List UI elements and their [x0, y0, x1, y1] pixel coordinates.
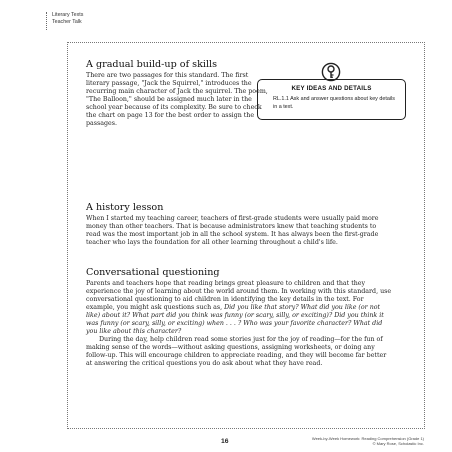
credit-copyright: © Mary Rose, Scholastic Inc. — [372, 441, 424, 446]
section-gradual-build-up — [86, 59, 271, 128]
section-body-para1 — [86, 280, 392, 336]
section-body: There are two passages for this standard. The first literary passage, "Jack the Squirrel," introduces the recurring main character of Jack the squirrel. The poem, "The Balloon," should be assigned much later in the school year because of its complexity. Be sure to check the chart on page 13 for the best order to assign the passages. — [86, 72, 268, 128]
running-header — [52, 12, 83, 25]
section-title: A history lesson — [86, 202, 164, 213]
page-number: 16 — [221, 438, 229, 445]
header-subsection: Teacher Talk — [52, 18, 82, 25]
section-title: Conversational questioning — [86, 267, 220, 278]
section-history-lesson — [86, 202, 392, 247]
header-section: Literary Texts — [52, 12, 84, 18]
standard-description: RL.1.1 Ask and answer questions about key details in a text. — [273, 96, 395, 110]
section-conversational-questioning — [86, 267, 392, 369]
credit-book-title: Week-by-Week Homework: Reading Comprehension (Grade 1) — [311, 436, 424, 441]
example-questions: Did you like that story? What did you like (or not like) about it? What part did you think was funny (or scary, silly, or exciting)? Did you think it was funny (or scary, silly, or exciting) when . . . ? Who was your favorite character? What did you like about this character? — [86, 304, 384, 336]
key-ideas-box — [257, 79, 406, 120]
section-body-para2: During the day, help children read some stories just for the joy of reading—for the fun of making sense of the words—without asking questions, assigning worksheets, or doing any follow-up. This will encourage children to appreciate reading, and they will become far better at answering the critical questions you do ask about what they have read. — [86, 336, 387, 368]
section-title: A gradual build-up of skills — [86, 59, 218, 70]
para1-intro: Parents and teachers hope that reading brings great pleasure to children and that they experience the joy of learning about the world around them. In working with this standard, use conversational questioning to aid children in identifying the key details in the text. For example, you might ask questions such as, — [86, 280, 392, 312]
footer-credit — [312, 436, 424, 446]
section-body: When I started my teaching career, teachers of first-grade students were usually paid more money than other teachers. That is because administrators knew that teaching students to read was the most important job in all the school system. It has always been the first-grade teacher who lays the foundation for all other learning throughout a child's life. — [86, 215, 379, 247]
header-divider — [46, 12, 49, 30]
key-box-title: KEY IDEAS AND DETAILS — [291, 85, 372, 92]
